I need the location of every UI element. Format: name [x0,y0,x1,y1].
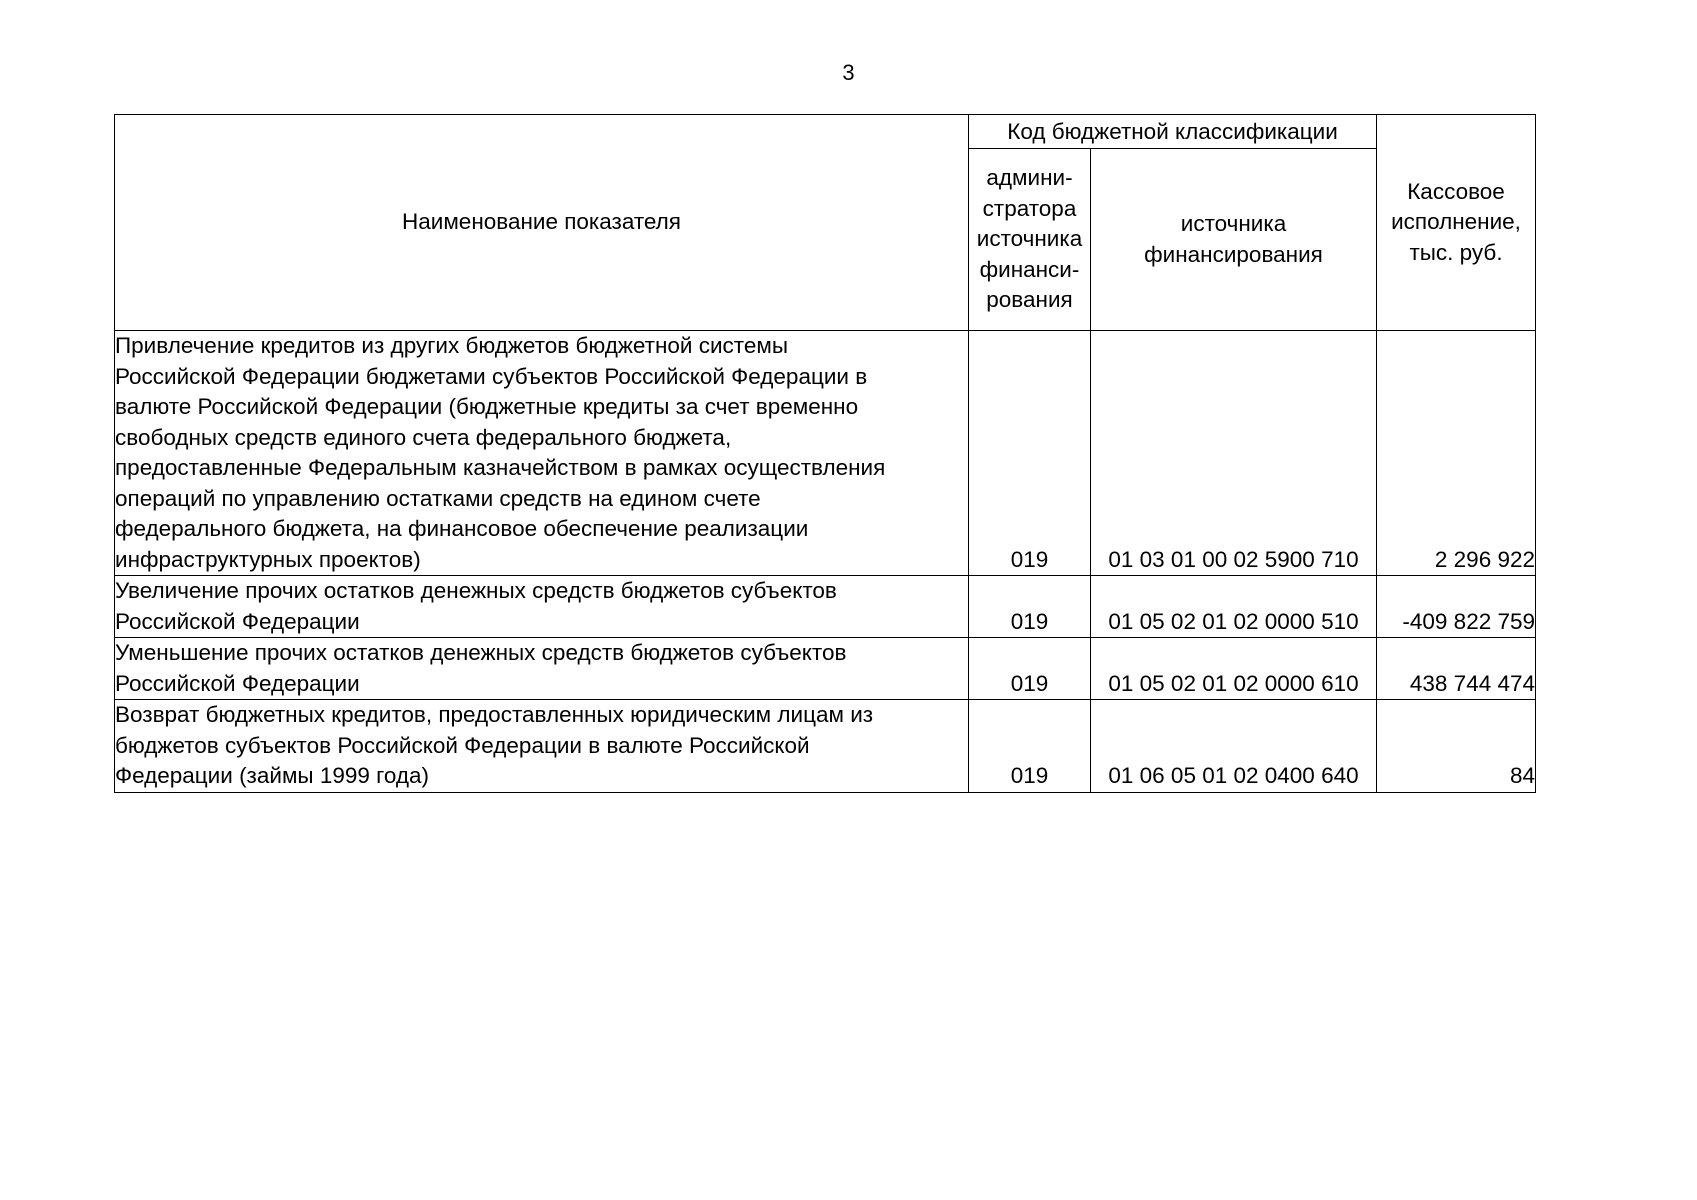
administrator-code-cell: 019 [969,331,1091,576]
indicator-name-line: Возврат бюджетных кредитов, предоставленных юридическим лицам из [115,702,874,727]
header-cash-execution-line: исполнение, [1391,209,1521,235]
header-admin-line: рования [986,287,1073,313]
indicator-name-line: Российской Федерации [115,608,360,634]
administrator-code-cell: 019 [969,700,1091,793]
indicator-name-line: Уменьшение прочих остатков денежных средств бюджетов субъектов [115,640,847,665]
header-budget-classification-code: Код бюджетной классификации [969,115,1377,149]
indicator-name-line: Российской Федерации бюджетами субъектов Российской Федерации в [115,363,868,389]
page-number: 3 [842,60,855,85]
cash-execution-cell: 84 [1377,700,1536,793]
header-admin-line: источника [976,226,1083,252]
source-code-cell: 01 06 05 01 02 0400 640 [1091,700,1377,793]
source-code-cell: 01 03 01 00 02 5900 710 [1091,331,1377,576]
header-admin-line: стратора [982,195,1077,221]
administrator-code-cell: 019 [969,638,1091,700]
indicator-name-line: федерального бюджета, на финансовое обеспечение реализации [115,516,809,541]
indicator-name-line: Увеличение прочих остатков денежных средств бюджетов субъектов [115,578,837,603]
header-row-top [115,115,1536,149]
cash-execution-cell: -409 822 759 [1377,576,1536,638]
indicator-name-cell [115,638,969,700]
source-code-cell: 01 05 02 01 02 0000 510 [1091,576,1377,638]
indicator-name-line: Федерации (займы 1999 года) [115,763,430,788]
indicator-name-cell [115,331,969,576]
header-cash-execution-line: тыс. руб. [1409,239,1503,265]
indicator-name-line: Российской Федерации [115,670,360,696]
header-indicator-name: Наименование показателя [115,115,969,331]
indicator-name-line: бюджетов субъектов Российской Федерации в валюте Российской [115,732,810,758]
table-row [115,700,1536,793]
table-row [115,638,1536,700]
header-admin-line: финанси- [979,256,1080,282]
indicator-name-line: предоставленные Федеральным казначейством в рамках осуществления [115,455,886,480]
indicator-name-cell [115,576,969,638]
header-financing-source [1091,149,1377,331]
header-source-administrator [969,149,1091,331]
header-cash-execution-line: Кассовое [1407,178,1505,204]
cash-execution-cell: 438 744 474 [1377,638,1536,700]
indicator-name-cell [115,700,969,793]
header-source-line: источника [1180,211,1287,236]
table-row [115,576,1536,638]
indicator-name-line: Привлечение кредитов из других бюджетов бюджетной системы [115,333,789,358]
header-admin-line: админи- [986,165,1073,191]
indicator-name-line: инфраструктурных проектов) [115,546,421,572]
header-cash-execution [1377,115,1536,331]
indicator-name-line: валюте Российской Федерации (бюджетные кредиты за счет временно [115,394,859,419]
indicator-name-line: свободных средств единого счета федерального бюджета, [115,424,732,450]
administrator-code-cell: 019 [969,576,1091,638]
indicator-name-line: операций по управлению остатками средств на едином счете [115,485,761,511]
cash-execution-cell: 2 296 922 [1377,331,1536,576]
table-row [115,331,1536,576]
financing-sources-table [114,114,1536,793]
header-source-line: финансирования [1144,241,1323,267]
source-code-cell: 01 05 02 01 02 0000 610 [1091,638,1377,700]
